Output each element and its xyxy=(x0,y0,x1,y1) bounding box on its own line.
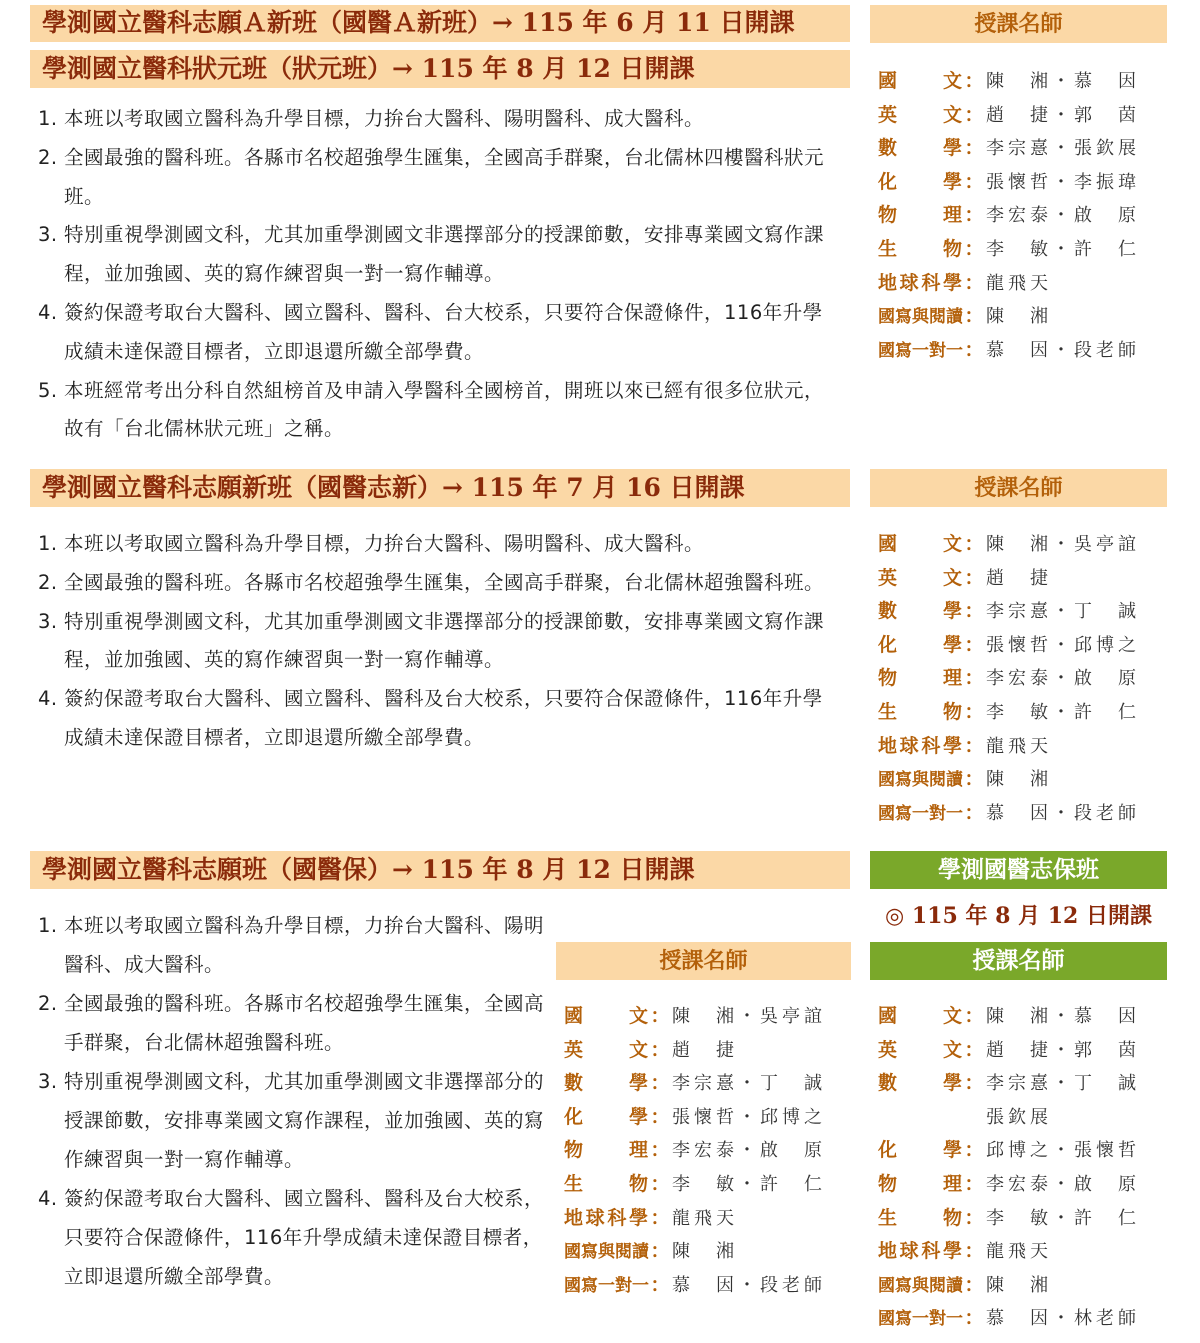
list-item: 2. 全國最強的醫科班。各縣市名校超強學生匯集，全國高手群聚，台北儒林超強醫科班。 xyxy=(38,992,545,1054)
teacher-row: 國 文 ： 陳 湘・慕 因 xyxy=(878,1005,1140,1027)
list-item: 1. 本班以考取國立醫科為升學目標，力拚台大醫科、陽明醫科、成大醫科。 xyxy=(38,914,545,976)
teacher-row: 地球科學 ： 龍飛天 xyxy=(878,1240,1052,1263)
teacher-row: 物 理 ： 李宏泰・啟 原 xyxy=(564,1139,826,1162)
teacher-row: 數 學 ： 李宗憙・丁 誠 xyxy=(564,1072,826,1095)
list-item: 1. 本班以考取國立醫科為升學目標，力拚台大醫科、陽明醫科、成大醫科。 xyxy=(38,532,705,555)
teacher-row: 國寫與閱讀 ： 陳 湘 xyxy=(878,1273,1052,1296)
guarantee-teachers xyxy=(878,1000,1168,1336)
list-item: 4. 簽約保證考取台大醫科、國立醫科、醫科及台大校系，只要符合保證條件，116年升學成績未達保證目標者，立即退還所繳全部學費。 xyxy=(38,687,823,749)
teacher-row: 數 學 ： 李宗憙・丁 誠 xyxy=(878,600,1140,623)
teacher-row: 生 物 ： 李 敏・許 仁 xyxy=(878,237,1140,260)
teacher-row: 化 學 ： 張懷哲・李振瑋 xyxy=(878,170,1140,193)
teacher-row: 英 文 ： 趙 捷 xyxy=(878,566,1052,589)
teacher-row: 英 文 ： 趙 捷 xyxy=(564,1038,738,1061)
list-item: 4. 簽約保證考取台大醫科、國立醫科、醫科及台大校系，只要符合保證條件，116年升學成績未達保證目標者，立即退還所繳全部學費。 xyxy=(38,1187,545,1288)
teacher-row: 數 學 ： 李宗憙・丁 誠 xyxy=(878,1072,1140,1095)
teacher-row: 國寫一對一 ： 慕 因・段老師 xyxy=(878,801,1140,824)
teacher-row: 國寫一對一 ： 慕 因・段老師 xyxy=(564,1273,826,1296)
teacher-row: 生 物 ： 李 敏・許 仁 xyxy=(564,1172,826,1195)
teacher-row: 國寫一對一 ： 慕 因・段老師 xyxy=(878,338,1140,361)
list-item: 2. 全國最強的醫科班。各縣市名校超強學生匯集，全國高手群聚，台北儒林超強醫科班。 xyxy=(38,570,825,594)
guarantee-class-title: 學測國醫志保班 xyxy=(870,851,1167,889)
section2-teachers-title: 授課名師 xyxy=(870,469,1167,507)
list-item: 3. 特別重視學測國文科，尤其加重學測國文非選擇部分的授課節數，安排專業國文寫作課程，並加強國、英的寫作練習與一對一寫作輔導。 xyxy=(38,223,825,286)
teacher-row: 物 理 ： 李宏泰・啟 原 xyxy=(878,667,1140,690)
teacher-row: 化 學 ： 張懷哲・邱博之 xyxy=(564,1105,826,1128)
section2-teachers xyxy=(878,528,1168,830)
section2-title: 學測國立醫科志願新班（國醫志新）→ 115 年 7 月 16 日開課 xyxy=(30,469,850,507)
teacher-row: 國寫與閱讀 ： 陳 湘 xyxy=(564,1240,738,1263)
teacher-row: 數 學 ： 李宗憙・張欽展 xyxy=(878,137,1140,160)
teacher-row: 地球科學 ： 龍飛天 xyxy=(564,1206,738,1229)
guarantee-teachers-title: 授課名師 xyxy=(870,942,1167,980)
list-item: 3. 特別重視學測國文科，尤其加重學測國文非選擇部分的授課節數，安排專業國文寫作課程，並加強國、英的寫作練習與一對一寫作輔導。 xyxy=(38,609,825,672)
section1-teachers-title: 授課名師 xyxy=(870,5,1167,43)
section1-list xyxy=(28,100,840,449)
list-item: 2. 全國最強的醫科班。各縣市名校超強學生匯集，全國高手群聚，台北儒林四樓醫科狀元班。 xyxy=(38,145,825,208)
teacher-row: 張欽展 xyxy=(986,1106,1052,1128)
teacher-row: 國寫與閱讀 ： 陳 湘 xyxy=(878,768,1052,791)
section1-title-a: 學測國立醫科志願Ａ新班（國醫Ａ新班）→ 115 年 6 月 11 日開課 xyxy=(30,5,850,42)
section3-teachers-title: 授課名師 xyxy=(556,942,851,980)
teacher-row: 物 理 ： 李宏泰・啟 原 xyxy=(878,1172,1140,1195)
teacher-row: 地球科學 ： 龍飛天 xyxy=(878,271,1052,294)
section1-title-b: 學測國立醫科狀元班（狀元班）→ 115 年 8 月 12 日開課 xyxy=(30,50,850,88)
list-item: 3. 特別重視學測國文科，尤其加重學測國文非選擇部分的授課節數，安排專業國文寫作課程，並加強國、英的寫作練習與一對一寫作輔導。 xyxy=(38,1070,545,1171)
list-item: 4. 簽約保證考取台大醫科、國立醫科、醫科、台大校系，只要符合保證條件，116年升學成績未達保證目標者，立即退還所繳全部學費。 xyxy=(38,300,823,363)
list-item: 1. 本班以考取國立醫科為升學目標，力拚台大醫科、陽明醫科、成大醫科。 xyxy=(38,107,705,130)
section3-teachers xyxy=(564,1000,854,1302)
teacher-row: 化 學 ： 張懷哲・邱博之 xyxy=(878,633,1140,656)
teacher-row: 國寫一對一 ： 慕 因・林老師 xyxy=(878,1307,1140,1330)
section2-list xyxy=(28,525,840,758)
teacher-row: 生 物 ： 李 敏・許 仁 xyxy=(878,700,1140,723)
teacher-row: 地球科學 ： 龍飛天 xyxy=(878,734,1052,757)
teacher-row: 生 物 ： 李 敏・許 仁 xyxy=(878,1206,1140,1229)
teacher-row: 國寫與閱讀 ： 陳 湘 xyxy=(878,305,1052,328)
section1-teachers xyxy=(878,65,1168,367)
teacher-row: 國 文 ： 陳 湘・慕 因 xyxy=(878,70,1140,92)
teacher-row: 英 文 ： 趙 捷・郭 茵 xyxy=(878,103,1140,126)
teacher-row: 英 文 ： 趙 捷・郭 茵 xyxy=(878,1038,1140,1061)
section3-list xyxy=(28,906,550,1296)
teacher-row: 國 文 ： 陳 湘・吳亭誼 xyxy=(564,1005,826,1027)
teacher-row: 物 理 ： 李宏泰・啟 原 xyxy=(878,204,1140,227)
teacher-row: 國 文 ： 陳 湘・吳亭誼 xyxy=(878,533,1140,555)
guarantee-class-date: ◎ 115 年 8 月 12 日開課 xyxy=(885,903,1152,929)
section3-title: 學測國立醫科志願班（國醫保）→ 115 年 8 月 12 日開課 xyxy=(30,851,850,889)
teacher-row: 化 學 ： 邱博之・張懷哲 xyxy=(878,1139,1140,1162)
list-item: 5. 本班經常考出分科自然組榜首及申請入學醫科全國榜首，開班以來已經有很多位狀元，故有「台北儒林狀元班」之稱。 xyxy=(38,378,825,441)
